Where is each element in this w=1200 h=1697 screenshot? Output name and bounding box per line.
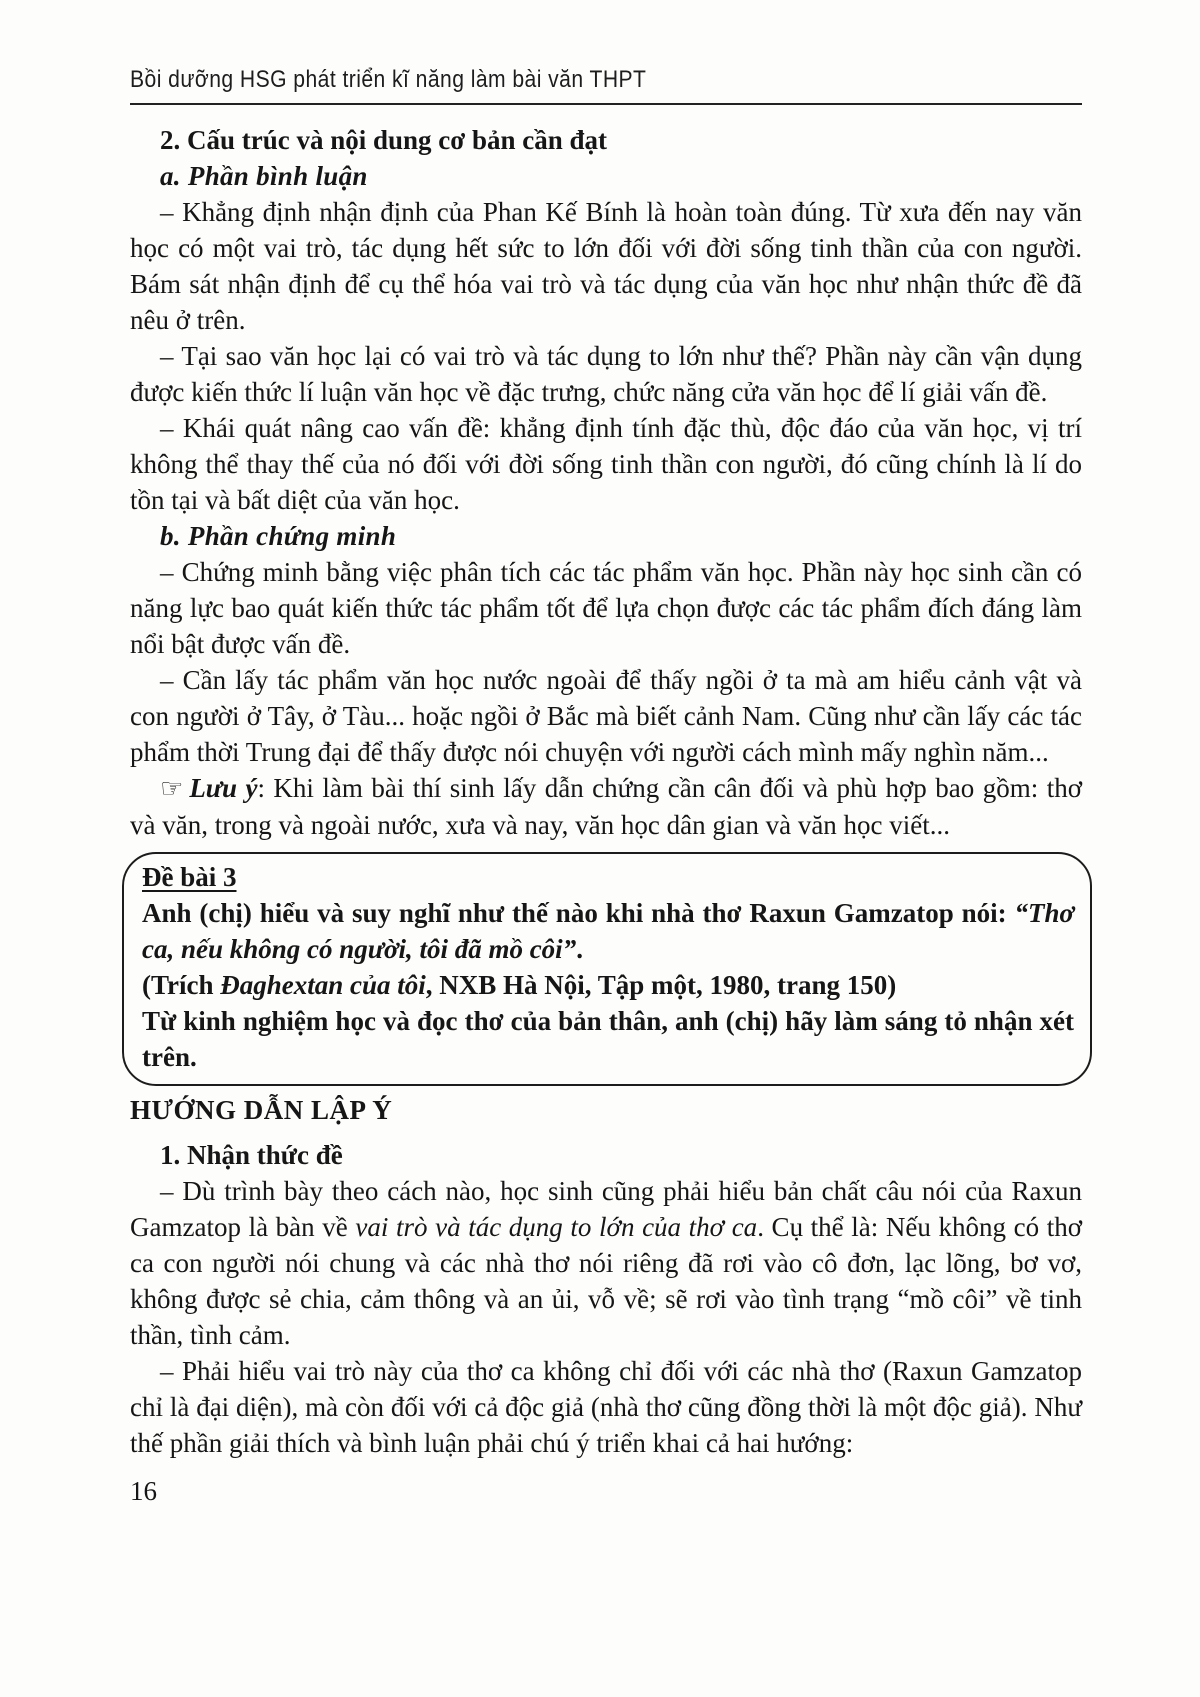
paragraph-du-trinh-bay	[130, 1173, 1082, 1353]
citation-book-title: Đaghextan của tôi	[220, 970, 426, 1000]
pointing-hand-icon: ☞	[160, 774, 184, 804]
subheading-binh-luan: a. Phần bình luận	[160, 161, 368, 191]
paragraph-tai-sao: – Tại sao văn học lại có vai trò và tác dụng to lớn như thế? Phần này cần vận dụng được kiến thức lí luận văn học về đặc trưng, chức năng cửa văn học để lí giải vấn đề.	[130, 341, 1082, 407]
guide-section-header: HƯỚNG DẪN LẬP Ý	[130, 1095, 393, 1125]
section-heading-structure: 2. Cấu trúc và nội dung cơ bản cần đạt	[160, 125, 608, 155]
exercise-box-title	[142, 859, 1074, 895]
subheading-chung-minh: b. Phần chứng minh	[160, 521, 397, 551]
exercise-box-task: Từ kinh nghiệm học và đọc thơ của bản thân, anh (chị) hãy làm sáng tỏ nhận xét trên.	[142, 1006, 1074, 1072]
note-text: : Khi làm bài thí sinh lấy dẫn chứng cần cân đối và phù hợp bao gồm: thơ và văn, trong và ngoài nước, xưa và nay, văn học dân gian và văn học viết...	[130, 773, 1082, 840]
page-number: 16	[130, 1476, 157, 1506]
header-rule	[130, 103, 1082, 105]
paragraph-khai-quat: – Khái quát nâng cao vấn đề: khẳng định tính đặc thù, độc đáo của văn học, vị trí không thể thay thế của nó đối với đời sống tinh thần con người, đó cũng chính là lí do tồn tại và bất diệt của văn học.	[130, 413, 1082, 515]
running-header-title: Bồi dưỡng HSG phát triển kĩ năng làm bài văn THPT	[130, 66, 647, 93]
question-lead: Anh (chị) hiểu và suy nghĩ như thế nào khi nhà thơ Raxun Gamzatop nói:	[142, 898, 1015, 928]
running-header	[130, 66, 1082, 105]
heading-nhan-thuc-de: 1. Nhận thức đề	[160, 1140, 343, 1170]
paragraph-khang-dinh: – Khẳng định nhận định của Phan Kế Bính là hoàn toàn đúng. Từ xưa đến nay văn học có một vai trò, tác dụng hết sức to lớn đối với đời sống tinh thần của con người. Bám sát nhận định để cụ thể hóa vai trò và tác dụng của văn học như nhận thức đề đã nêu ở trên.	[130, 197, 1082, 335]
paragraph-phai-hieu: – Phải hiểu vai trò này của thơ ca không chỉ đối với các nhà thơ (Raxun Gamzatop chỉ là đại diện), mà còn đối với cả độc giả (nhà thơ cũng đồng thời là một độc giả). Như thế phần giải thích và bình luận phải chú ý triển khai cả hai hướng:	[130, 1356, 1082, 1458]
paragraph-chung-minh: – Chứng minh bằng việc phân tích các tác phẩm văn học. Phần này học sinh cần có năng lực bao quát kiến thức tác phẩm tốt để lựa chọn được các tác phẩm đích đáng làm nổi bật được vấn đề.	[130, 557, 1082, 659]
question-period: .	[576, 934, 583, 964]
note-paragraph	[130, 770, 1082, 843]
paragraph-tac-pham-nuoc-ngoai: – Cần lấy tác phẩm văn học nước ngoài để thấy ngồi ở ta mà am hiểu cảnh vật và con người ở Tây, ở Tàu... hoặc ngồi ở Bắc mà biết cảnh Nam. Cũng như cần lấy các tác phẩm thời Trung đại để thấy được nói chuyện với người cách mình mấy nghìn năm...	[130, 665, 1082, 767]
exercise-box	[122, 852, 1092, 1086]
note-label: Lưu ý	[189, 773, 258, 803]
question-quote: “Thơ ca, nếu không có người, tôi đã mồ côi”	[142, 898, 1074, 964]
p6-lead: – Dù trình bày theo cách nào, học sinh cũng phải hiểu bản chất câu nói của Raxun Gamzatop là bàn về	[130, 1176, 1082, 1242]
citation-post: , NXB Hà Nội, Tập một, 1980, trang 150)	[425, 970, 897, 1000]
exercise-box-title-text: Đề bài 3	[142, 862, 237, 892]
exercise-box-question	[142, 895, 1074, 967]
p6-emphasis: vai trò và tác dụng to lớn của thơ ca	[355, 1212, 758, 1242]
citation-pre: (Trích	[142, 970, 221, 1000]
body-text	[130, 122, 1082, 1507]
exercise-box-citation	[142, 967, 1074, 1003]
p6-rest: . Cụ thể là: Nếu không có thơ ca con người nói chung và các nhà thơ nói riêng đã rơi vào cô đơn, lạc lõng, bơ vơ, không được sẻ chia, cảm thông và an ủi, vỗ về; sẽ rơi vào tình trạng “mồ côi” về tinh thần, tình cảm.	[130, 1212, 1082, 1350]
